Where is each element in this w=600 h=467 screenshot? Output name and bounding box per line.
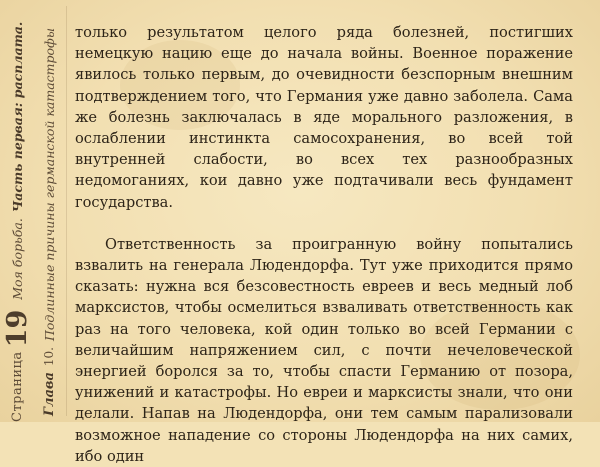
margin-banner-rotated	[0, 0, 72, 422]
book-title: Моя борьба.	[9, 218, 25, 300]
margin-separator	[66, 6, 67, 416]
chapter-number: 10.	[42, 347, 56, 367]
margin-line-chapter	[34, 0, 64, 422]
margin-line-page	[2, 0, 32, 422]
page-label: Страница	[9, 351, 25, 422]
margin-banner	[0, 0, 72, 422]
chapter-title: Подлинные причины германской катастрофы	[41, 27, 57, 342]
paragraph-1: только результатом целого ряда болезней, постигших немецкую нацию еще до начала войны. Военное поражение явилось только первым, до очевидности безспорным внешним подтверждением того, что Германия уже давно заболела. Сама же болезнь заключалась в яде морального разложения, в ослаблении инстинкта самосохранения, во всей той внутренней слабости, во всех тех разнообразных недомоганиях, кои давно уже подтачивали весь фундамент государства.	[75, 24, 573, 211]
paragraph-2: Ответственность за проигранную войну попытались взвалить на генерала Людендорфа. Тут уже приходится прямо сказать: нужна вся безсовестность евреев и весь медный лоб марксистов, чтобы осмелиться взваливать ответственность как раз на того человека, кой один только во всей Германии с величайшим напряжением сил, с почти нечеловеческой энергией боролся за то, чтобы спасти Германию от позора, унижений и катастрофы. Но евреи и марксисты знали, что они делали. Напав на Людендорфа, они тем самым парализовали возможное нападение со стороны Людендорфа на них самих, ибо один	[75, 235, 573, 465]
page-text	[75, 22, 573, 467]
page-number: 19	[1, 309, 33, 348]
part-title: Часть первая: расплата.	[9, 21, 25, 213]
chapter-label: Глава	[41, 372, 57, 416]
